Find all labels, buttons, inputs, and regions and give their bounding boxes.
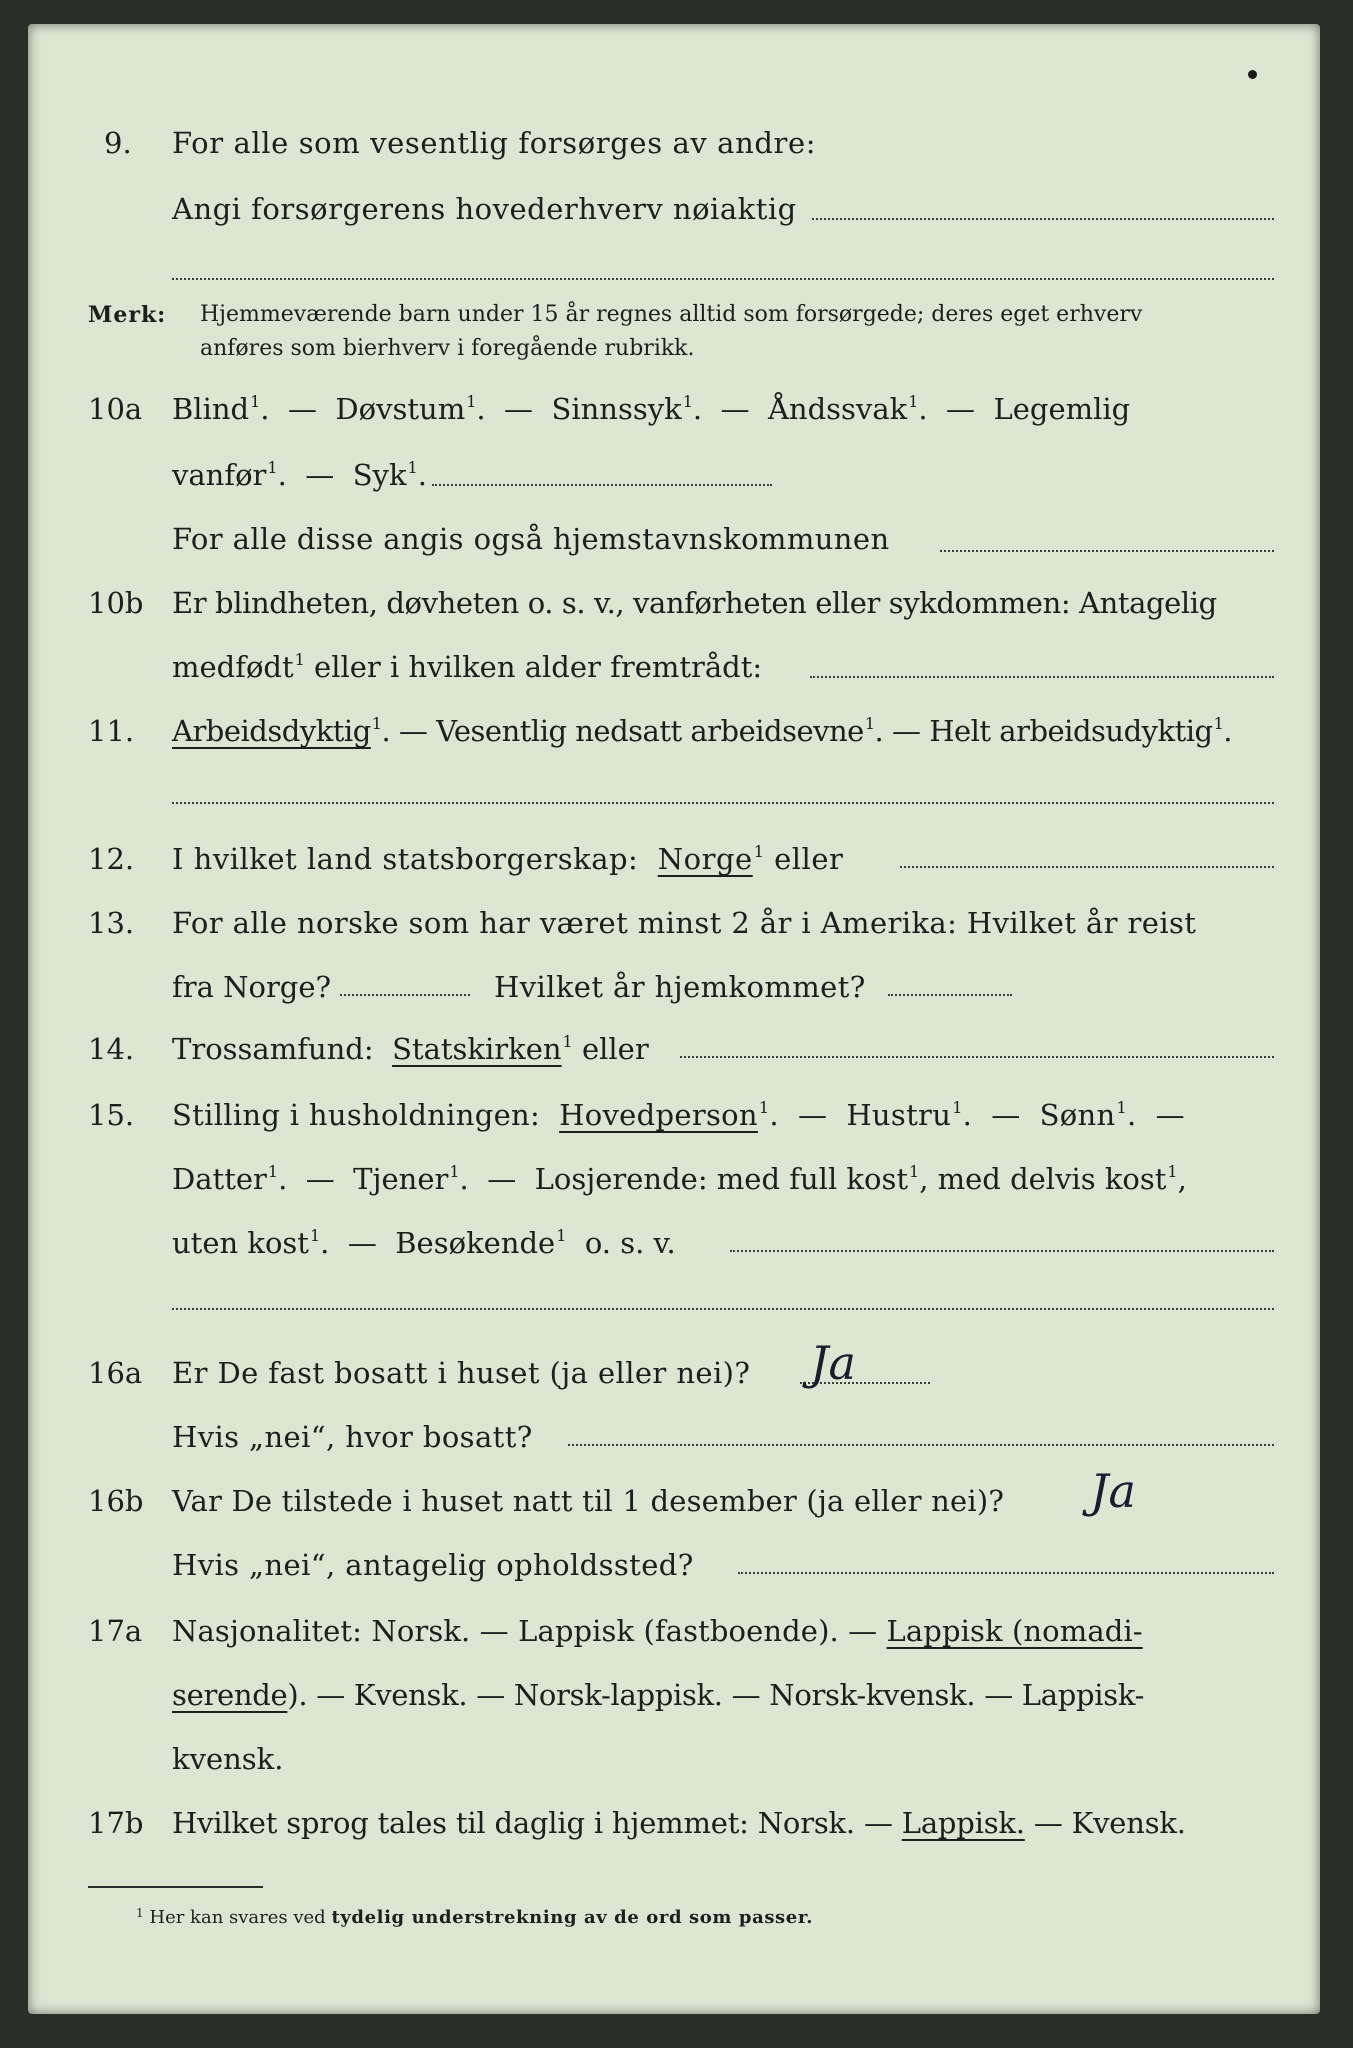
opt-sinnssyk[interactable]: Sinnssyk <box>551 392 682 426</box>
opt-syk[interactable]: Syk <box>352 458 407 492</box>
q16b-handwritten-answer: Ja <box>1090 1464 1136 1518</box>
q16a-line1: Er De fast bosatt i huset (ja eller nei)? <box>172 1356 751 1390</box>
q10a-syk-answer-line[interactable] <box>432 484 772 486</box>
opt-uten-kost[interactable]: uten kost <box>172 1226 309 1260</box>
opt-norge[interactable]: Norge <box>657 842 753 876</box>
q15-line3: uten kost$^1$. — Besøkende$^1$ o. s. v. <box>172 1226 676 1260</box>
q10a-line1: Blind$^1$. — Døvstum$^1$. — Sinnssyk$^1$. — Åndssvak$^1$. — Legemlig <box>172 392 1131 426</box>
q10a-number: 10a <box>88 392 143 426</box>
q12-number: 12. <box>88 842 135 876</box>
q13-hjem-label: Hvilket år hjemkommet? <box>494 970 866 1004</box>
q9-line1: For alle som vesentlig forsørges av andre: <box>172 126 817 160</box>
q16b-number: 16b <box>88 1484 144 1518</box>
opt-lappisk[interactable]: Lappisk. <box>901 1806 1025 1840</box>
q17b-line: Hvilket sprog tales til daglig i hjemmet: Norsk. — Lappisk. — Kvensk. <box>172 1806 1186 1840</box>
q16a-handwritten-answer: Ja <box>810 1336 856 1390</box>
opt-statskirken[interactable]: Statskirken <box>392 1032 562 1066</box>
q11-answer-line[interactable] <box>172 802 1274 804</box>
q16a-number: 16a <box>88 1356 143 1390</box>
q13-line1: For alle norske som har været minst 2 år i Amerika: Hvilket år reist <box>172 906 1197 940</box>
q14-line: Trossamfund: Statskirken$^1$ eller <box>172 1032 649 1066</box>
q14-number: 14. <box>88 1032 135 1066</box>
footnote-rule <box>88 1886 263 1888</box>
opt-losjerende-full-kost[interactable]: Losjerende: med full kost <box>534 1162 909 1196</box>
q15-line2: Datter$^1$. — Tjener$^1$. — Losjerende: med full kost$^1$, med delvis kost$^1$, <box>172 1162 1187 1196</box>
q14-answer-line[interactable] <box>680 1056 1274 1058</box>
q10b-line1: Er blindheten, døvheten o. s. v., vanførheten eller sykdommen: Antagelig <box>172 586 1217 620</box>
opt-datter[interactable]: Datter <box>172 1162 267 1196</box>
q16b-opholdssted-answer-line[interactable] <box>738 1572 1274 1574</box>
q17b-number: 17b <box>88 1806 144 1840</box>
q12-answer-line[interactable] <box>900 866 1274 868</box>
merk-line2: anføres som bierhverv i foregående rubrikk. <box>200 336 695 361</box>
opt-besokende[interactable]: Besøkende <box>395 1226 556 1260</box>
q16b-line2: Hvis „nei“, antagelig opholdssted? <box>172 1548 694 1582</box>
q13-hjemkommet-answer-line[interactable] <box>888 994 1012 996</box>
opt-hovedperson[interactable]: Hovedperson <box>559 1098 758 1132</box>
opt-tjener[interactable]: Tjener <box>353 1162 449 1196</box>
q16b-line1: Var De tilstede i huset natt til 1 desember (ja eller nei)? <box>172 1484 1005 1518</box>
opt-vesentlig-nedsatt[interactable]: — Vesentlig nedsatt arbeidsevne <box>398 714 864 748</box>
q9-number: 9. <box>104 126 132 160</box>
q15-number: 15. <box>88 1098 135 1132</box>
opt-vanfor[interactable]: vanfør <box>172 458 267 492</box>
q11-number: 11. <box>88 714 135 748</box>
q16a-line2: Hvis „nei“, hvor bosatt? <box>172 1420 533 1454</box>
opt-lappisk-nomadiserende-cont[interactable]: serende <box>172 1678 288 1712</box>
opt-arbeidsdyktig[interactable]: Arbeidsdyktig <box>172 714 371 748</box>
opt-sonn[interactable]: Sønn <box>1039 1098 1116 1132</box>
merk-label: Merk: <box>88 302 167 328</box>
q10b-number: 10b <box>88 586 144 620</box>
merk-line1: Hjemmeværende barn under 15 år regnes alltid som forsørgede; deres eget erhverv <box>200 302 1143 327</box>
q17a-line3: kvensk. <box>172 1742 284 1776</box>
opt-legemlig[interactable]: Legemlig <box>993 392 1131 426</box>
q9-line2: Angi forsørgerens hovederhverv nøiaktig <box>172 192 797 226</box>
opt-medfodt[interactable]: medfødt <box>172 650 294 684</box>
q15-answer-line-2[interactable] <box>172 1308 1274 1310</box>
q17a-line2: serende). — Kvensk. — Norsk-lappisk. — Norsk-kvensk. — Lappisk- <box>172 1678 1145 1712</box>
q12-line: I hvilket land statsborgerskap: Norge$^1$ eller <box>172 842 844 876</box>
q13-reist-answer-line[interactable] <box>340 994 470 996</box>
q17a-number: 17a <box>88 1614 143 1648</box>
opt-delvis-kost[interactable]: med delvis kost <box>937 1162 1167 1196</box>
opt-helt-arbeidsudyktig[interactable]: — Helt arbeidsudyktig <box>891 714 1213 748</box>
q17a-line1: Nasjonalitet: Norsk. — Lappisk (fastboende). — Lappisk (nomadi- <box>172 1614 1143 1648</box>
q9-answer-line[interactable] <box>812 218 1274 220</box>
opt-blind[interactable]: Blind <box>172 392 250 426</box>
q9-answer-line-2[interactable] <box>172 278 1274 280</box>
q15-line1: Stilling i husholdningen: Hovedperson$^1$. — Hustru$^1$. — Sønn$^1$. — <box>172 1098 1185 1132</box>
q11-line: Arbeidsdyktig$^1$. — Vesentlig nedsatt arbeidsevne$^1$. — Helt arbeidsudyktig$^1$. <box>172 714 1232 748</box>
q10a-line2: vanfør$^1$. — Syk$^1$. <box>172 458 427 492</box>
opt-dovstum[interactable]: Døvstum <box>335 392 466 426</box>
q10b-line2: medfødt$^1$ eller i hvilken alder fremtrådt: <box>172 650 763 684</box>
opt-lappisk-nomadiserende[interactable]: Lappisk (nomadi- <box>886 1614 1143 1648</box>
opt-andssvak[interactable]: Åndssvak <box>767 392 908 426</box>
opt-hustru[interactable]: Hustru <box>846 1098 952 1132</box>
q13-number: 13. <box>88 906 135 940</box>
q10a-kommune-answer-line[interactable] <box>940 550 1274 552</box>
footnote: $^1$ Her kan svares ved tydelig understrekning av de ord som passer. <box>136 1906 814 1928</box>
q16a-bosatt-answer-line[interactable] <box>568 1444 1274 1446</box>
q10a-line3: For alle disse angis også hjemstavnskommunen <box>172 522 890 556</box>
q15-answer-line[interactable] <box>730 1250 1274 1252</box>
q13-fra-label: fra Norge? <box>172 970 332 1004</box>
q10b-answer-line[interactable] <box>810 676 1274 678</box>
